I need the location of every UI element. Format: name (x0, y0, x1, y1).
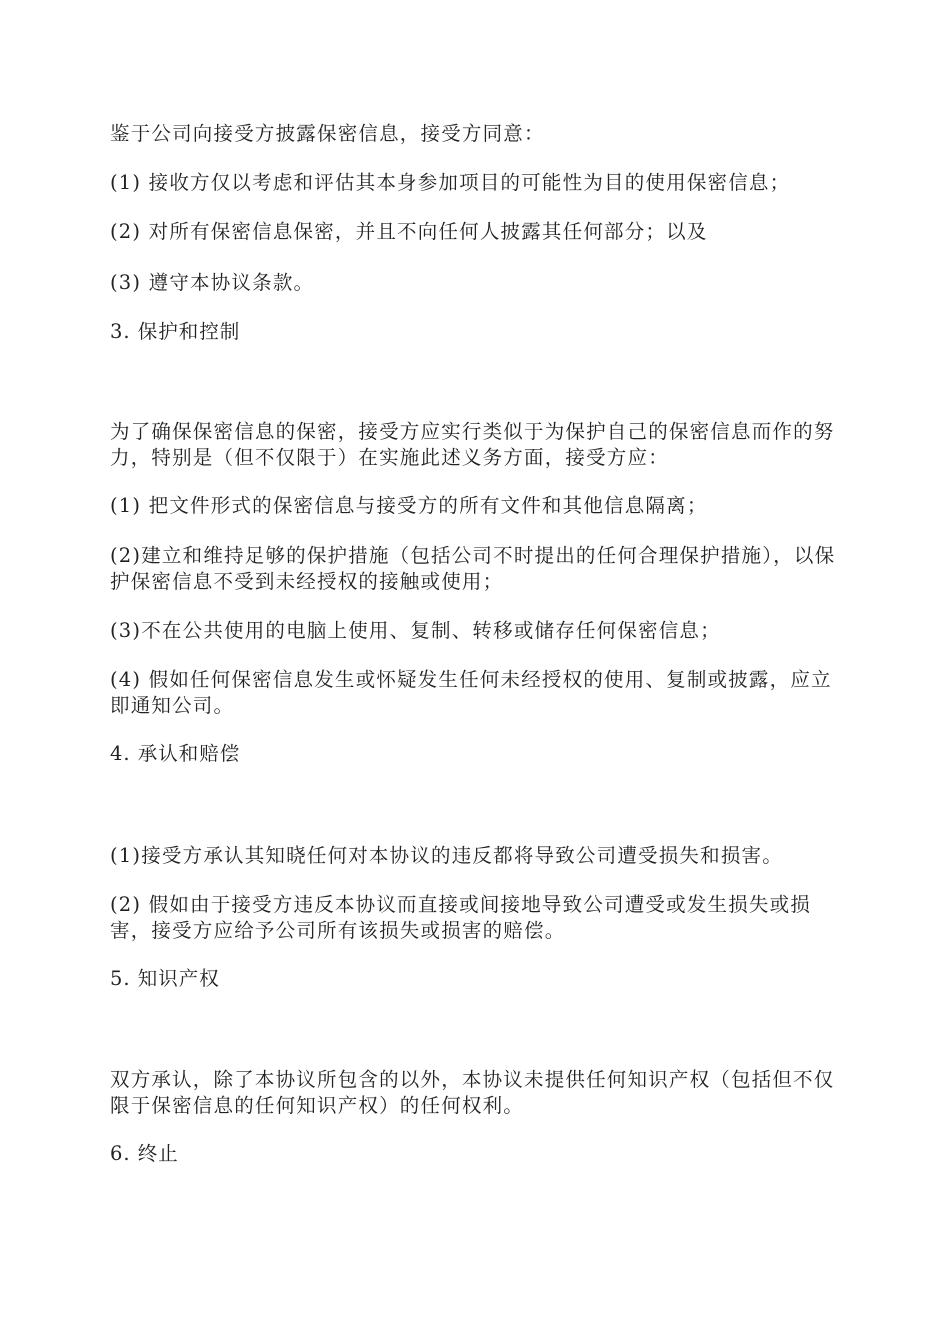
body-paragraph: 双方承认，除了本协议所包含的以外，本协议未提供任何知识产权（包括但不仅限于保密信息的任何知识产权）的任何权利。 (110, 1068, 835, 1117)
body-paragraph: 为了确保保密信息的保密，接受方应实行类似于为保护自己的保密信息而作的努力，特别是（但不仅限于）在实施此述义务方面，接受方应： (110, 420, 835, 469)
list-item: (2) 假如由于接受方违反本协议而直接或间接地导致公司遭受或发生损失或损害，接受方应给予公司所有该损失或损害的赔偿。 (110, 893, 812, 942)
list-item: (2) 对所有保密信息保密，并且不向任何人披露其任何部分；以及 (110, 220, 708, 243)
intro-paragraph: 鉴于公司向接受方披露保密信息，接受方同意： (110, 122, 545, 145)
list-item: (3)不在公共使用的电脑上使用、复制、转移或储存任何保密信息； (110, 619, 721, 642)
list-item: (1)接受方承认其知晓任何对本协议的违反都将导致公司遭受损失和损害。 (110, 844, 783, 867)
list-item: (1) 接收方仅以考虑和评估其本身参加项目的可能性为目的使用保密信息； (110, 171, 791, 194)
list-item: (1) 把文件形式的保密信息与接受方的所有文件和其他信息隔离； (110, 494, 708, 517)
section-heading: 4. 承认和赔偿 (110, 742, 241, 765)
section-heading: 3. 保护和控制 (110, 320, 241, 343)
list-item: (4) 假如任何保密信息发生或怀疑发生任何未经授权的使用、复制或披露，应立即通知公司。 (110, 668, 832, 717)
list-item: (3) 遵守本协议条款。 (110, 271, 315, 294)
section-heading: 5. 知识产权 (110, 967, 220, 990)
section-heading: 6. 终止 (110, 1142, 179, 1165)
list-item: (2)建立和维持足够的保护措施（包括公司不时提出的任何合理保护措施），以保护保密信息不受到未经授权的接触或使用； (110, 544, 836, 593)
